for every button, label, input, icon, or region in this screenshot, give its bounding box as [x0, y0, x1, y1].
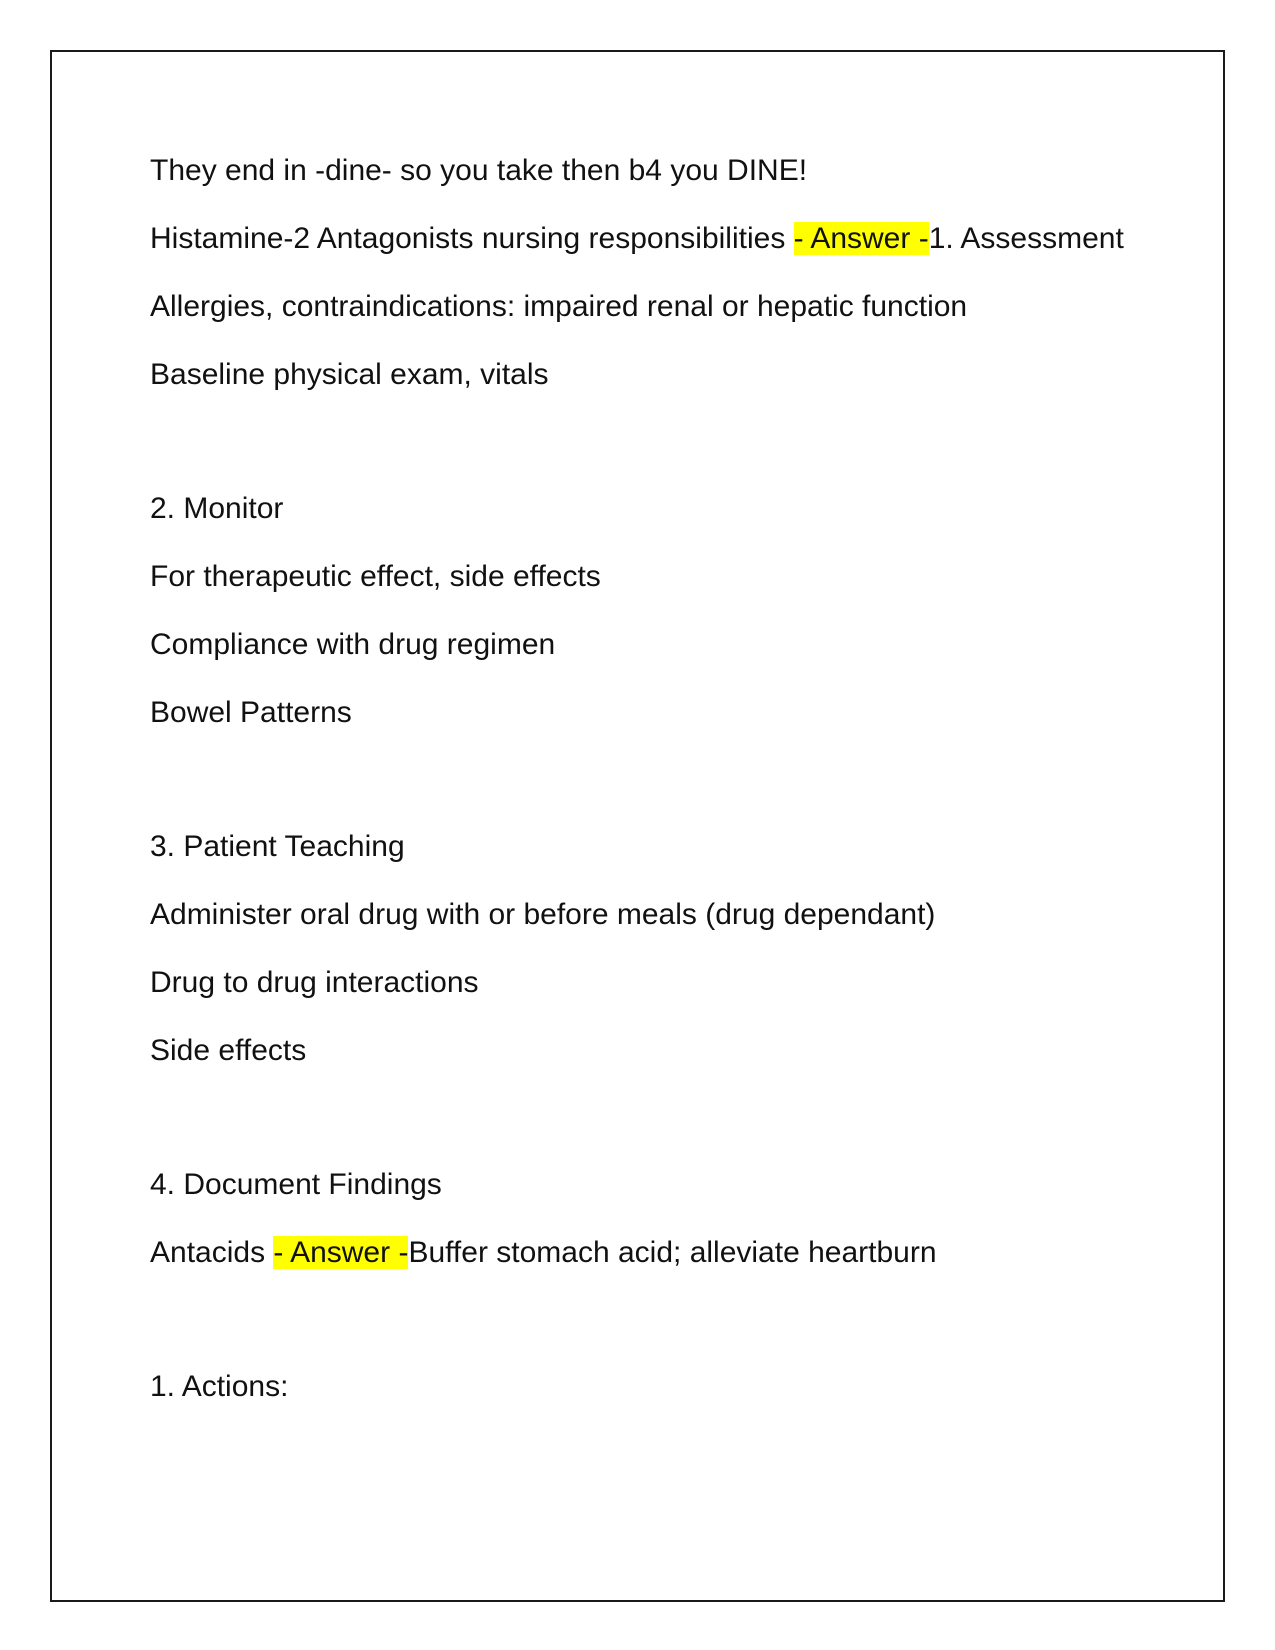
- paragraph-antacids: [150, 1230, 1160, 1276]
- paragraph-therapeutic-effect: For therapeutic effect, side effects: [150, 560, 601, 593]
- blank-line: [150, 758, 1160, 824]
- blank-line: [150, 1096, 1160, 1162]
- document-body: [150, 148, 1160, 1432]
- paragraph-h2-responsibilities: [150, 216, 1160, 262]
- paragraph-dine-mnemonic: They end in -dine- so you take then b4 you DINE!: [150, 154, 808, 187]
- paragraph-bowel-patterns: Bowel Patterns: [150, 696, 352, 729]
- paragraph-side-effects: Side effects: [150, 1034, 307, 1067]
- heading-patient-teaching: 3. Patient Teaching: [150, 830, 405, 863]
- question-text: Antacids: [150, 1236, 274, 1269]
- question-text: Histamine-2 Antagonists nursing responsibilities: [150, 222, 794, 255]
- heading-monitor: 2. Monitor: [150, 492, 284, 525]
- paragraph-baseline-exam: Baseline physical exam, vitals: [150, 358, 549, 391]
- answer-highlight: - Answer -: [793, 222, 929, 255]
- blank-line: [150, 420, 1160, 486]
- heading-actions: 1. Actions:: [150, 1370, 289, 1403]
- paragraph-compliance: Compliance with drug regimen: [150, 628, 556, 661]
- paragraph-drug-interactions: Drug to drug interactions: [150, 966, 479, 999]
- heading-document-findings: 4. Document Findings: [150, 1168, 442, 1201]
- answer-text: 1. Assessment: [928, 222, 1124, 255]
- paragraph-allergies: Allergies, contraindications: impaired renal or hepatic function: [150, 290, 968, 323]
- paragraph-administer-oral: Administer oral drug with or before meals (drug dependant): [150, 898, 936, 931]
- answer-highlight: - Answer -: [273, 1236, 409, 1269]
- answer-text: Buffer stomach acid; alleviate heartburn: [408, 1236, 937, 1269]
- blank-line: [150, 1298, 1160, 1364]
